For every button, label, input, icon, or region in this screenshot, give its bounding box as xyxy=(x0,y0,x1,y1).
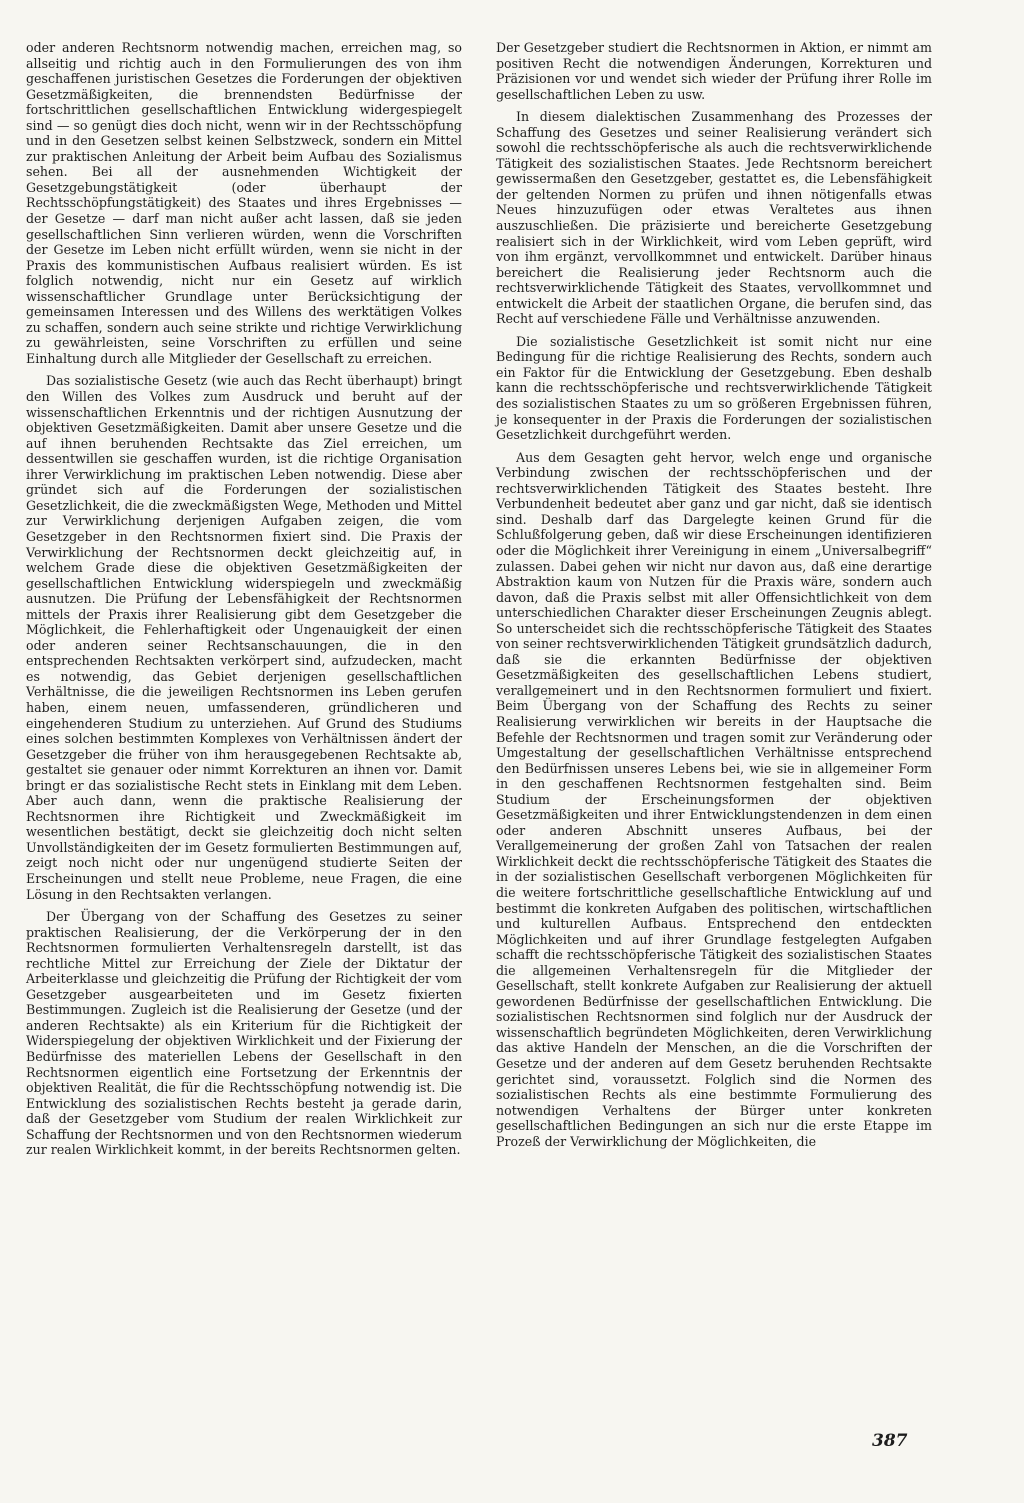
paragraph: oder anderen Rechtsnorm notwendig machen, erreichen mag, so allseitig und richtig auch in den Formulierungen des von ihm geschaffenen juristischen Gesetzes die Forderungen der objektiven Gesetzmäßigkeiten, die brennendsten Bedürfnisse der fortschrittlichen gesellschaftlichen Entwicklung widergespiegelt sind — so genügt dies doch nicht, wenn wir in der Rechtsschöpfung und in den Gesetzen selbst keinen Selbstzweck, sondern ein Mittel zur praktischen Anleitung der Arbeit beim Aufbau des Sozialismus sehen. Bei all der ausnehmenden Wichtigkeit der Gesetzgebungstätigkeit (oder überhaupt der Rechtsschöpfungstätigkeit) des Staates und ihres Ergebnisses — der Gesetze — darf man nicht außer acht lassen, daß sie jeden gesellschaftlichen Sinn verlieren würden, wenn die Vorschriften der Gesetze im Leben nicht erfüllt würden, wenn sie nicht in der Praxis des kommunistischen Aufbaus realisiert würden. Es ist folglich notwendig, nicht nur ein Gesetz auf wirklich wissenschaftlicher Grundlage unter Berücksichtigung der gemeinsamen Interessen und des Willens des werktätigen Volkes zu schaffen, sondern auch seine strikte und richtige Verwirklichung zu gewährleisten, seine Vorschriften zu erfüllen und seine Einhaltung durch alle Mitglieder der Gesellschaft zu erreichen. xyxy=(26,40,462,366)
paragraph: In diesem dialektischen Zusammenhang des Prozesses der Schaffung des Gesetzes und seiner Realisierung verändert sich sowohl die rechtsschöpferische als auch die rechtsverwirklichende Tätigkeit des sozialistischen Staates. Jede Rechtsnorm bereichert gewissermaßen den Gesetzgeber, gestattet es, die Lebensfähigkeit der geltenden Normen zu prüfen und ihnen nötigenfalls etwas Neues hinzuzufügen oder etwas Veraltetes aus ihnen auszuschließen. Die präzisierte und bereicherte Gesetzgebung realisiert sich in der Wirklichkeit, wird vom Leben geprüft, wird von ihm ergänzt, vervollkommnet und entwickelt. Darüber hinaus bereichert die Realisierung jeder Rechtsnorm auch die rechtsverwirklichende Tätigkeit des Staates, vervollkommnet und entwickelt die Arbeit der staatlichen Organe, die berufen sind, das Recht auf verschiedene Fälle und Verhältnisse anzuwenden. xyxy=(496,109,932,327)
paragraph: Die sozialistische Gesetzlichkeit ist somit nicht nur eine Bedingung für die richtige Realisierung des Rechts, sondern auch ein Faktor für die Entwicklung der Gesetzgebung. Eben deshalb kann die rechtsschöpferische und rechtsverwirklichende Tätigkeit des sozialistischen Staates zu um so größeren Ergebnissen führen, je konsequenter in der Praxis die Forderungen der sozialistischen Gesetzlichkeit durchgeführt werden. xyxy=(496,333,932,443)
page-number: 387 xyxy=(872,1431,908,1451)
paragraph: Der Übergang von der Schaffung des Gesetzes zu seiner praktischen Realisierung, der die Verkörperung der in den Rechtsnormen formulierten Verhaltensregeln darstellt, ist das rechtliche Mittel zur Erreichung der Ziele der Diktatur der Arbeiterklasse und gleichzeitig die Prüfung der Richtigkeit der vom Gesetzgeber ausgearbeiteten und im Gesetz fixierten Bestimmungen. Zugleich ist die Realisierung der Gesetze (und der anderen Rechtsakte) als ein Kriterium für die Richtigkeit der Widerspiegelung der objektiven Wirklichkeit und der Fixierung der Bedürfnisse des materiellen Lebens der Gesellschaft in den Rechtsnormen eigentlich eine Fortsetzung der Erkenntnis der objektiven Realität, die für die Rechtsschöpfung notwendig ist. Die Entwicklung des sozialistischen Rechts besteht ja gerade darin, daß der Gesetzgeber vom Studium der realen Wirklichkeit zur Schaffung der Rechtsnormen und von den Rechtsnormen wiederum zur realen Wirklichkeit kommt, in der bereits Rechtsnormen gelten. xyxy=(26,909,462,1158)
left-column xyxy=(26,40,462,1165)
right-column xyxy=(496,40,932,1156)
paragraph: Der Gesetzgeber studiert die Rechtsnormen in Aktion, er nimmt am positiven Recht die notwendigen Änderungen, Korrekturen und Präzisionen vor und wendet sich wieder der Prüfung ihrer Rolle im gesellschaftlichen Leben zu usw. xyxy=(496,40,932,102)
paragraph: Das sozialistische Gesetz (wie auch das Recht überhaupt) bringt den Willen des Volkes zum Ausdruck und beruht auf der wissenschaftlichen Erkenntnis und der richtigen Ausnutzung der objektiven Gesetzmäßigkeiten. Damit aber unsere Gesetze und die auf ihnen beruhenden Rechtsakte das Ziel erreichen, um dessentwillen sie geschaffen wurden, ist die richtige Organisation ihrer Verwirklichung im praktischen Leben notwendig. Diese aber gründet sich auf die Forderungen der sozialistischen Gesetzlichkeit, die die zweckmäßigsten Wege, Methoden und Mittel zur Verwirklichung derjenigen Aufgaben zeigen, die vom Gesetzgeber in den Rechtsnormen fixiert sind. Die Praxis der Verwirklichung der Rechtsnormen deckt gleichzeitig auf, in welchem Grade diese die objektiven Gesetzmäßigkeiten der gesellschaftlichen Entwicklung widerspiegeln und zweckmäßig ausnutzen. Die Prüfung der Lebensfähigkeit der Rechtsnormen mittels der Praxis ihrer Realisierung gibt dem Gesetzgeber die Möglichkeit, die Fehlerhaftigkeit oder Ungenauigkeit der einen oder anderen seiner Rechtsanschauungen, die in den entsprechenden Rechtsakten verkörpert sind, aufzudecken, macht es notwendig, das Gebiet derjenigen gesellschaftlichen Verhältnisse, die die jeweiligen Rechtsnormen ins Leben gerufen haben, einem neuen, umfassenderen, gründlicheren und eingehenderen Studium zu unterziehen. Auf Grund des Studiums eines solchen bestimmten Komplexes von Verhältnissen ändert der Gesetzgeber die früher von ihm herausgegebenen Rechtsakte ab, gestaltet sie genauer oder nimmt Korrekturen an ihnen vor. Damit bringt er das sozialistische Recht stets in Einklang mit dem Leben. Aber auch dann, wenn die praktische Realisierung der Rechtsnormen ihre Richtigkeit und Zweckmäßigkeit im wesentlichen bestätigt, deckt sie gleichzeitig doch nicht selten Unvollständigkeiten der im Gesetz formulierten Bestimmungen auf, zeigt noch nicht oder nur ungenügend studierte Seiten der Erscheinungen und stellt neue Probleme, neue Fragen, die eine Lösung in den Rechtsakten verlangen. xyxy=(26,373,462,902)
paragraph: Aus dem Gesagten geht hervor, welch enge und organische Verbindung zwischen der rechtsschöpferischen und der rechtsverwirklichenden Tätigkeit des Staates besteht. Ihre Verbundenheit bedeutet aber ganz und gar nicht, daß sie identisch sind. Deshalb darf das Dargelegte keinen Grund für die Schlußfolgerung geben, daß wir diese Erscheinungen identifizieren oder die Möglichkeit ihrer Vereinigung in einem „Universalbegriff“ zulassen. Dabei gehen wir nicht nur davon aus, daß eine derartige Abstraktion kaum von Nutzen für die Praxis wäre, sondern auch davon, daß die Praxis selbst mit aller Offensichtlichkeit von dem unterschiedlichen Charakter dieser Erscheinungen Zeugnis ablegt. So unterscheidet sich die rechtsschöpferische Tätigkeit des Staates von seiner rechtsverwirklichenden Tätigkeit grundsätzlich dadurch, daß sie die erkannten Bedürfnisse der objektiven Gesetzmäßigkeiten des gesellschaftlichen Lebens studiert, verallgemeinert und in den Rechtsnormen formuliert und fixiert. Beim Übergang von der Schaffung des Rechts zu seiner Realisierung verwirklichen wir bereits in der Hauptsache die Befehle der Rechtsnormen und tragen somit zur Veränderung oder Umgestaltung der gesellschaftlichen Verhältnisse entsprechend den Bedürfnissen unseres Lebens bei, wie sie in allgemeiner Form in den geschaffenen Rechtsnormen festgehalten sind. Beim Studium der Erscheinungsformen der objektiven Gesetzmäßigkeiten und ihrer Entwicklungstendenzen in dem einen oder anderen Abschnitt unseres Aufbaus, bei der Verallgemeinerung der großen Zahl von Tatsachen der realen Wirklichkeit deckt die rechtsschöpferische Tätigkeit des Staates die in der sozialistischen Gesellschaft verborgenen Möglichkeiten für die weitere fortschrittliche gesellschaftliche Entwicklung auf und bestimmt die konkreten Aufgaben des politischen, wirtschaftlichen und kulturellen Aufbaus. Entsprechend den entdeckten Möglichkeiten und auf ihrer Grundlage festgelegten Aufgaben schafft die rechtsschöpferische Tätigkeit des sozialistischen Staates die allgemeinen Verhaltensregeln für die Mitglieder der Gesellschaft, stellt konkrete Aufgaben zur Realisierung der aktuell gewordenen Bedürfnisse der gesellschaftlichen Entwicklung. Die sozialistischen Rechtsnormen sind folglich nur der Ausdruck der wissenschaftlich begründeten Möglichkeiten, deren Verwirklichung das aktive Handeln der Menschen, an die die Vorschriften der Gesetze und der anderen auf dem Gesetz beruhenden Rechtsakte gerichtet sind, voraussetzt. Folglich sind die Normen des sozialistischen Rechts als eine bestimmte Formulierung des notwendigen Verhaltens der Bürger unter konkreten gesellschaftlichen Bedingungen an sich nur die erste Etappe im Prozeß der Verwirklichung der Möglichkeiten, die xyxy=(496,449,932,1149)
